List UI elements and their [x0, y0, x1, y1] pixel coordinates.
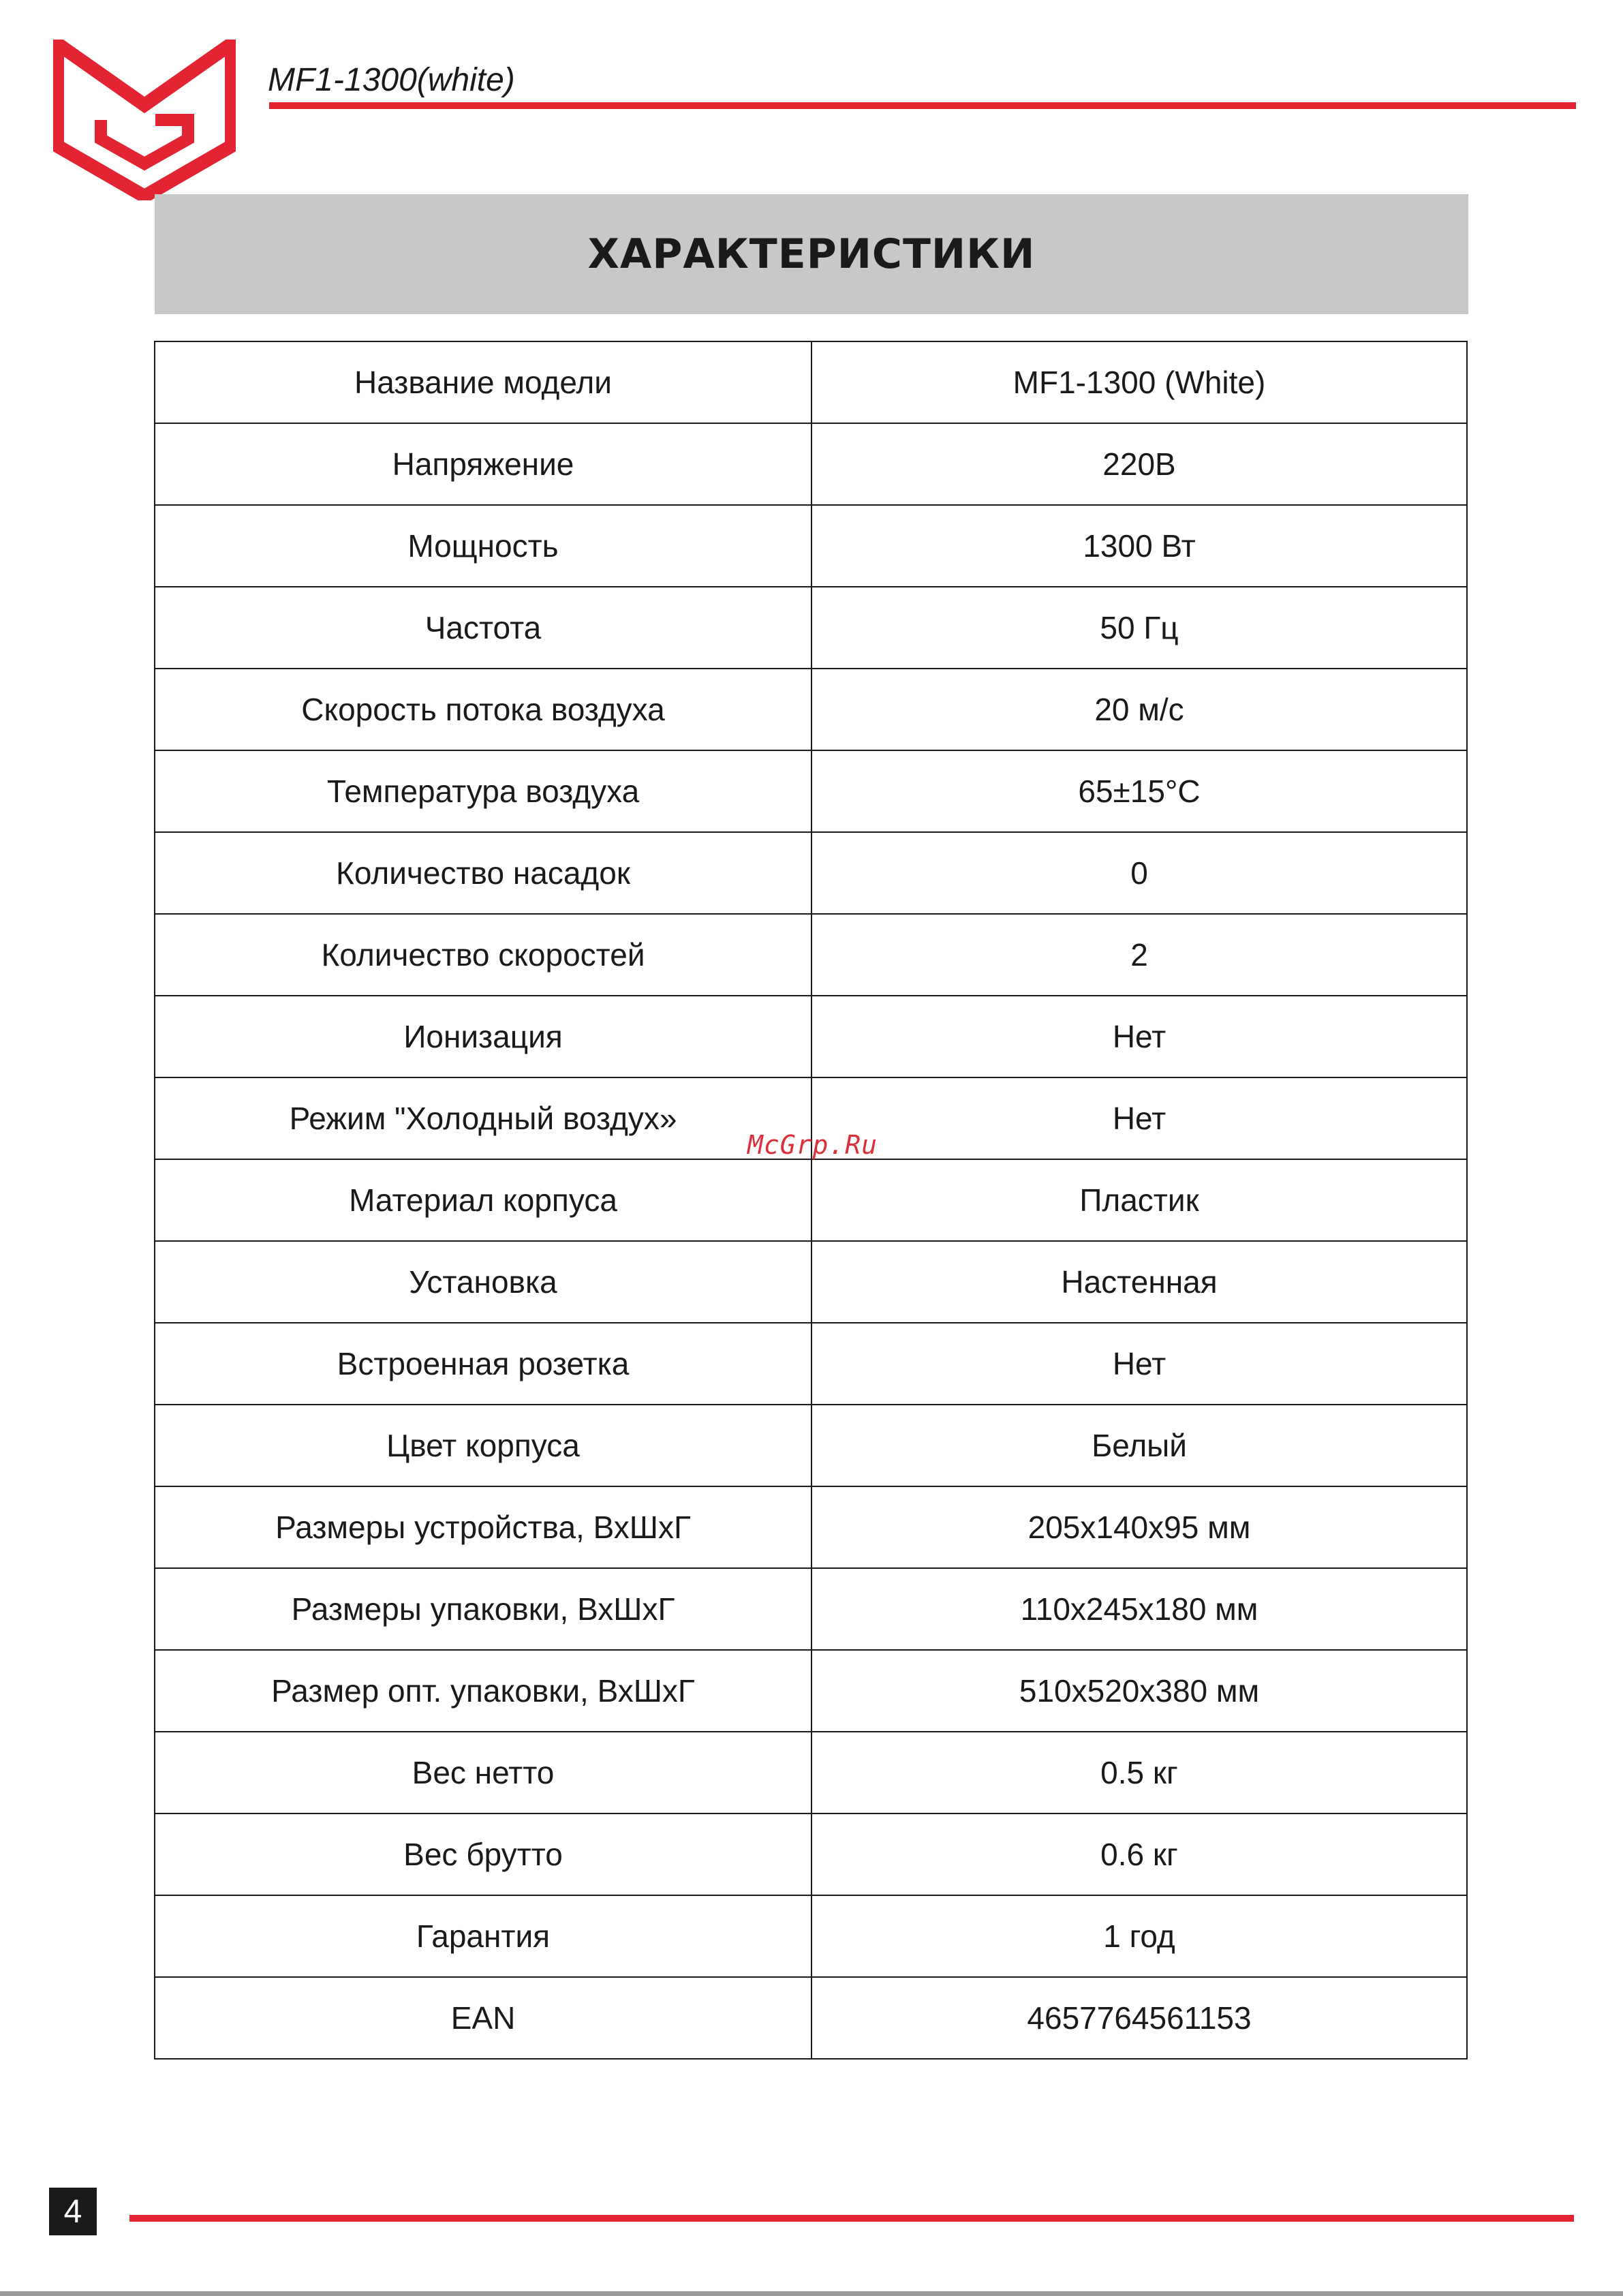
table-row — [155, 1486, 1467, 1568]
spec-value: 205x140x95 мм — [812, 1486, 1467, 1568]
spec-value: Настенная — [812, 1241, 1467, 1323]
spec-value: Белый — [812, 1405, 1467, 1486]
table-row — [155, 423, 1467, 505]
table-row — [155, 1732, 1467, 1813]
spec-label: Цвет корпуса — [155, 1405, 812, 1486]
table-row — [155, 1159, 1467, 1241]
spec-label: Название модели — [155, 341, 812, 423]
spec-label: Размеры устройства, ВхШхГ — [155, 1486, 812, 1568]
table-row — [155, 1568, 1467, 1650]
spec-value: 510x520x380 мм — [812, 1650, 1467, 1732]
page-bottom-edge — [0, 2291, 1623, 2296]
watermark: McGrp.Ru — [747, 1130, 878, 1160]
spec-value: 0.6 кг — [812, 1813, 1467, 1895]
page-number: 4 — [49, 2188, 97, 2235]
spec-label: Количество скоростей — [155, 914, 812, 996]
table-row — [155, 1241, 1467, 1323]
table-row — [155, 914, 1467, 996]
table-row — [155, 750, 1467, 832]
spec-label: Вес нетто — [155, 1732, 812, 1813]
table-row — [155, 1650, 1467, 1732]
spec-value: 220В — [812, 423, 1467, 505]
table-row — [155, 341, 1467, 423]
page-title: ХАРАКТЕРИСТИКИ — [587, 230, 1036, 278]
title-bar — [155, 194, 1468, 314]
spec-value: 1300 Вт — [812, 505, 1467, 587]
spec-label: Вес брутто — [155, 1813, 812, 1895]
spec-value: Пластик — [812, 1159, 1467, 1241]
spec-value: 1 год — [812, 1895, 1467, 1977]
spec-label: Гарантия — [155, 1895, 812, 1977]
header-divider — [269, 102, 1576, 109]
model-header: MF1-1300(white) — [268, 62, 515, 98]
spec-label: Частота — [155, 587, 812, 669]
table-row — [155, 1813, 1467, 1895]
table-row — [155, 832, 1467, 914]
table-row — [155, 1405, 1467, 1486]
spec-label: Температура воздуха — [155, 750, 812, 832]
spec-value: 2 — [812, 914, 1467, 996]
table-row — [155, 587, 1467, 669]
brand-logo-icon — [53, 40, 236, 200]
spec-label: Материал корпуса — [155, 1159, 812, 1241]
specs-table — [154, 341, 1468, 2060]
spec-value: Нет — [812, 1323, 1467, 1405]
spec-label: Встроенная розетка — [155, 1323, 812, 1405]
spec-value: 0 — [812, 832, 1467, 914]
spec-label: Ионизация — [155, 996, 812, 1077]
spec-value: Нет — [812, 996, 1467, 1077]
table-row — [155, 1895, 1467, 1977]
spec-label: Мощность — [155, 505, 812, 587]
table-row — [155, 996, 1467, 1077]
spec-value: MF1-1300 (White) — [812, 341, 1467, 423]
spec-label: Режим "Холодный воздух» — [155, 1077, 812, 1159]
footer-divider — [129, 2215, 1574, 2222]
spec-value: 50 Гц — [812, 587, 1467, 669]
spec-label: Напряжение — [155, 423, 812, 505]
spec-value: 0.5 кг — [812, 1732, 1467, 1813]
spec-label: Установка — [155, 1241, 812, 1323]
spec-value: 4657764561153 — [812, 1977, 1467, 2059]
spec-label: Скорость потока воздуха — [155, 669, 812, 750]
table-row — [155, 1323, 1467, 1405]
spec-label: EAN — [155, 1977, 812, 2059]
table-row — [155, 669, 1467, 750]
spec-value: 65±15°C — [812, 750, 1467, 832]
spec-label: Количество насадок — [155, 832, 812, 914]
table-row — [155, 1977, 1467, 2059]
spec-label: Размер опт. упаковки, ВхШхГ — [155, 1650, 812, 1732]
table-row — [155, 505, 1467, 587]
spec-value: 20 м/с — [812, 669, 1467, 750]
specs-table-body — [155, 341, 1467, 2059]
spec-value: 110x245x180 мм — [812, 1568, 1467, 1650]
spec-value: Нет — [812, 1077, 1467, 1159]
spec-label: Размеры упаковки, ВхШхГ — [155, 1568, 812, 1650]
